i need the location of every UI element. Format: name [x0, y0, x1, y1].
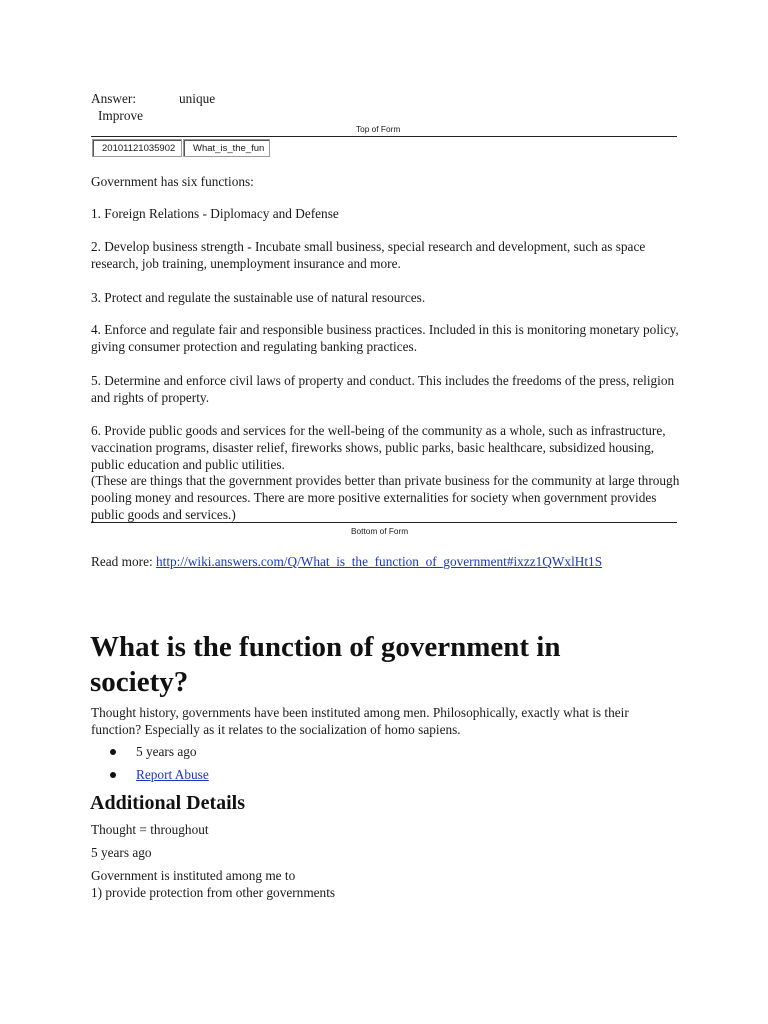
hidden-field-title[interactable]: What_is_the_fun: [183, 139, 270, 157]
function-item-2: 2. Develop business strength - Incubate small business, special research and development, such as space research, job training, unemployment insurance and more.: [91, 239, 646, 271]
function-note: (These are things that the government provides better than private business for the community at large through pooling money and resources. There are more positive externalities for society when government provides public goods and services.): [91, 473, 680, 522]
read-more-label: Read more:: [91, 554, 156, 569]
answer-value: unique: [179, 91, 216, 106]
question-age: 5 years ago: [136, 744, 197, 759]
function-item-5: 5. Determine and enforce civil laws of property and conduct. This includes the freedoms of the press, religion and rights of property.: [91, 373, 675, 405]
bottom-of-form-label: Bottom of Form: [351, 526, 409, 536]
form-top-rule: [91, 136, 677, 137]
answer-line-2: 1) provide protection from other governments: [91, 885, 336, 900]
improve-link[interactable]: Improve: [98, 108, 144, 123]
function-item-6: 6. Provide public goods and services for the well-being of the community as a whole, such as infrastructure, vaccination programs, disaster relief, fireworks shows, public parks, basic healthcare, subsidized housing, public education and public utilities.: [91, 423, 666, 472]
read-more-link[interactable]: http://wiki.answers.com/Q/What_is_the_function_of_government#ixzz1QWxlHt1S: [156, 554, 603, 569]
additional-line-1: Thought = throughout: [91, 822, 209, 837]
read-more: [91, 554, 602, 571]
top-of-form-label: Top of Form: [356, 124, 401, 134]
question-title: What is the function of government in society?: [90, 631, 561, 698]
function-item-3: 3. Protect and regulate the sustainable use of natural resources.: [91, 290, 426, 305]
question-text: Thought history, governments have been instituted among men. Philosophically, exactly what is their function? Especially as it relates to the socialization of homo sapiens.: [91, 705, 629, 737]
additional-details-heading: Additional Details: [90, 792, 246, 814]
bullet-icon: [110, 772, 116, 778]
form-bottom-rule: [91, 522, 677, 523]
hidden-field-id[interactable]: 20101121035902: [92, 139, 182, 157]
answer-line-1: Government is instituted among me to: [91, 868, 296, 883]
report-abuse-link[interactable]: Report Abuse: [136, 767, 209, 782]
additional-age: 5 years ago: [91, 845, 152, 860]
answer-label: Answer:: [91, 91, 137, 106]
intro-text: Government has six functions:: [91, 174, 254, 189]
function-item-1: 1. Foreign Relations - Diplomacy and Defense: [91, 206, 339, 221]
function-item-4: 4. Enforce and regulate fair and responsible business practices. Included in this is monitoring monetary policy, giving consumer protection and regulating banking practices.: [91, 322, 679, 354]
bullet-icon: [110, 749, 116, 755]
